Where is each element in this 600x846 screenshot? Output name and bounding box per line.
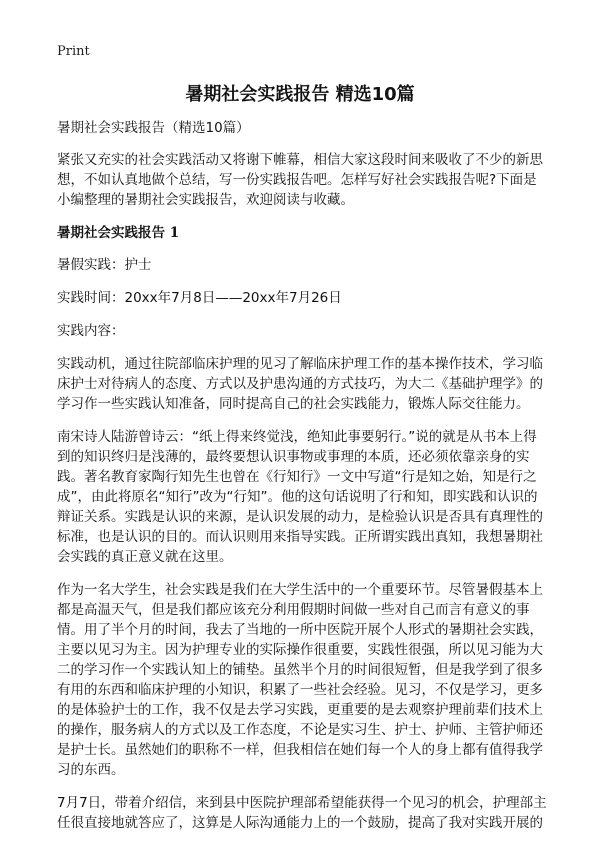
page-title: 暑期社会实践报告 精选10篇	[185, 84, 415, 105]
practice-content-label: 实践内容：	[57, 323, 125, 339]
article-body	[57, 118, 547, 846]
practice-role: 暑假实践：护士	[57, 257, 152, 273]
practice-time: 实践时间：20xx年7月8日——20xx年7月26日	[57, 290, 342, 306]
intro-paragraph: 紧张又充实的社会实践活动又将谢下帷幕，相信大家这段时间来吸收了不少的新思想，不如认真地做个总结，写一份实践报告吧。怎样写好社会实践报告呢?下面是小编整理的暑期社会实践报告，欢迎阅读与收藏。	[57, 152, 543, 208]
article-subtitle: 暑期社会实践报告（精选10篇）	[57, 120, 250, 136]
body-paragraph: 7月7日，带着介绍信，来到县中医院护理部希望能获得一个见习的机会，护理部主任很直接地就答应了，这算是人际沟通能力上的一个鼓励，提高了我对实践开展的	[57, 795, 547, 831]
section-heading: 暑期社会实践报告 1	[57, 225, 180, 241]
body-paragraph: 作为一名大学生，社会实践是我们在大学生活中的一个重要环节。尽管暑假基本上都是高温天气，但是我们都应该充分利用假期时间做一些对自己而言有意义的事情。用了半个月的时间，我去了当地的一所中医院开展个人形式的暑期社会实践，主要以见习为主。因为护理专业的实际操作很重要，实践性很强，所以见习能为大二的学习作一个实践认知上的铺垫。虽然半个月的时间很短暂，但是我学到了很多有用的东西和临床护理的小知识，积累了一些社会经验。见习，不仅是学习，更多的是体验护士的工作，我不仅是去学习实践，更重要的是去观察护理前辈们技术上的操作，服务病人的方式以及工作态度，不论是实习生、护士、护师、主管护师还是护士长。虽然她们的职称不一样，但我相信在她们每一个人的身上都有值得我学习的东西。	[57, 582, 543, 778]
body-paragraph: 实践动机，通过往院部临床护理的见习了解临床护理工作的基本操作技术，学习临床护士对待病人的态度、方式以及护患沟通的方式技巧，为大二《基础护理学》的学习作一些实践认知准备，同时提高自己的社会实践能力，锻炼人际交往能力。	[57, 356, 543, 412]
print-link[interactable]: Print	[57, 44, 90, 59]
body-paragraph: 南宋诗人陆游曾诗云：“纸上得来终觉浅，绝知此事要躬行。”说的就是从书本上得到的知识终归是浅薄的，最终要想认识事物或事理的本质，还必须依靠亲身的实践。著名教育家陶行知先生也曾在《行知行》一文中写道“行是知之始，知是行之成”，由此将原名“知行”改为“行知”。他的这句话说明了行和知，即实践和认识的辩证关系。实践是认识的来源，是认识发展的动力，是检验认识是否具有真理性的标准，也是认识的目的。而认识则用来指导实践。正所谓实践出真知，我想暑期社会实践的真正意义就在这里。	[57, 429, 543, 565]
